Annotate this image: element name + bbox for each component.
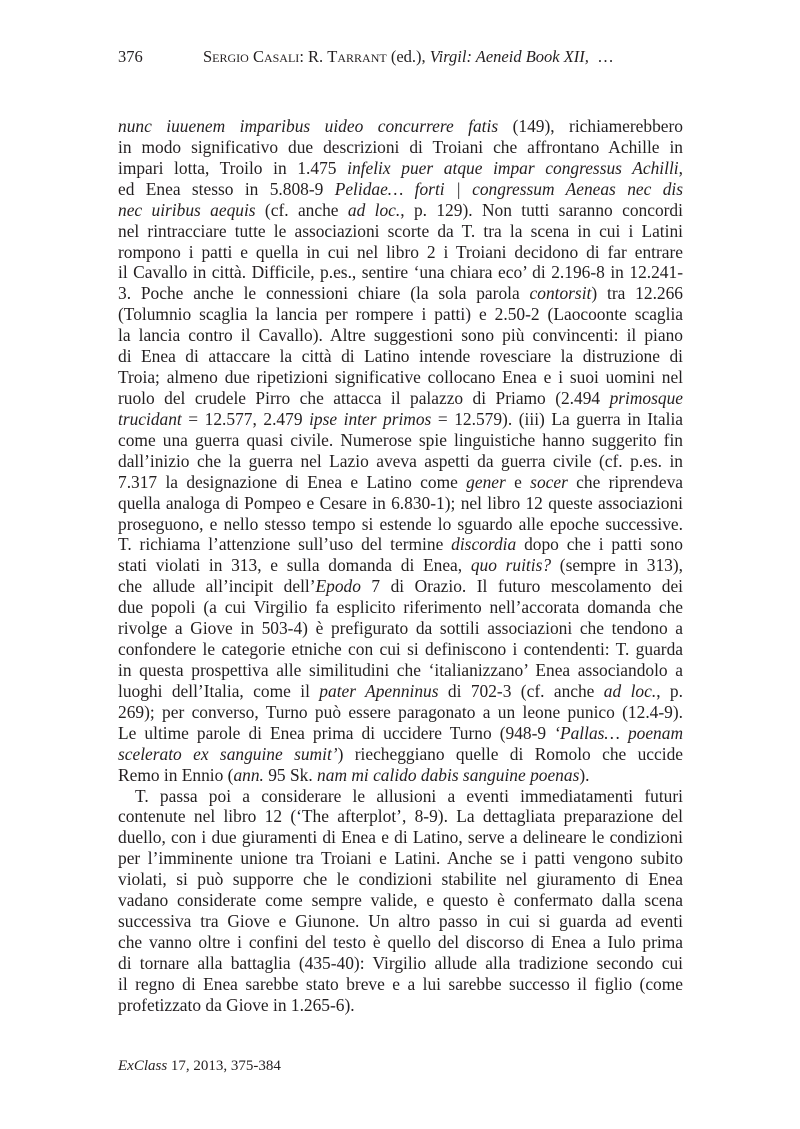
text-run: la lancia contro il Cavallo). Altre suggestioni sono più convincenti: il piano — [118, 325, 683, 346]
text-run: T. passa poi a considerare le allusioni a eventi immediatamenti futuri — [135, 785, 683, 806]
journal-name: ExClass — [118, 1058, 168, 1074]
text-run: in modo significativo due descrizioni di Troiani che affrontano Achille in — [118, 136, 683, 157]
text-run: (149), richiamerebbero — [498, 116, 683, 136]
italic-text: pater Apenninus — [319, 680, 439, 701]
text-run: e — [505, 471, 531, 492]
text-run: vadano considerate come sempre valide, e questo è confermato dalla scena — [118, 890, 683, 911]
text-line — [118, 786, 683, 807]
text-run: ) riecheggiano quelle di Romolo che uccide — [337, 743, 683, 764]
header-ed: (ed.), — [386, 47, 430, 66]
text-line — [118, 158, 683, 179]
text-line — [118, 534, 683, 555]
text-run: stati violati in 313, e sulla domanda di Enea, — [118, 555, 471, 576]
text-run: che riprendeva — [567, 471, 683, 492]
text-line — [118, 848, 683, 869]
text-line — [118, 514, 683, 535]
text-run: dall’inizio che la guerra nel Lazio aveva aspetti da guerra civile (cf. p.es. in — [118, 450, 683, 471]
text-run: Troia; almeno due ripetizioni significative collocano Enea e i suoi uomini nel — [118, 367, 683, 388]
text-line — [118, 702, 683, 723]
text-run: due popoli (a cui Virgilio fa esplicito riferimento nell’accorata domanda che — [118, 597, 683, 618]
italic-text: gener — [466, 471, 506, 492]
text-run: nel rintracciare tutte le associazioni scorte da T. tra la scena in cui i Latini — [118, 220, 683, 241]
text-line — [118, 283, 683, 304]
text-line — [118, 430, 683, 451]
text-run: 269); per converso, Turno può essere paragonato a un leone punico (12.4-9). — [118, 701, 683, 722]
text-line — [118, 723, 683, 744]
italic-text: Epodo — [315, 576, 361, 597]
header-ellipsis: … — [588, 47, 614, 66]
text-run: rivolge a Giove in 503-4) è prefigurato da sottili associazioni che tendono a — [118, 618, 683, 639]
italic-text: infelix puer atque impar congressus Achilli — [347, 157, 679, 178]
editor-name: Tarrant — [327, 47, 387, 66]
text-run: che vanno oltre i confini del testo è quello del discorso di Enea a Iulo prima — [118, 931, 683, 952]
text-run: 7.317 la designazione di Enea e Latino come — [118, 471, 467, 492]
text-run: = 12.577, 2.479 — [181, 408, 310, 429]
text-run: contenute nel libro 12 (‘The afterplot’, 8-9). La dettagliata preparazione del — [118, 806, 683, 827]
text-line — [118, 974, 683, 995]
text-line — [118, 388, 683, 409]
text-run: (cf. anche — [255, 199, 348, 220]
text-run: ). — [579, 764, 590, 785]
text-line — [118, 995, 683, 1016]
text-line — [118, 409, 683, 430]
text-line — [118, 493, 683, 514]
text-line — [118, 137, 683, 158]
text-run: ruolo del crudele Pirro che attacca il palazzo di Priamo (2.494 — [118, 387, 610, 408]
text-line — [118, 618, 683, 639]
text-line — [118, 179, 683, 200]
text-line — [118, 555, 683, 576]
text-line — [118, 576, 683, 597]
italic-text: ‘Pallas… poenam — [554, 722, 684, 743]
text-run: ) tra 12.266 — [591, 283, 683, 304]
footer-citation — [118, 1058, 281, 1075]
text-line — [118, 681, 683, 702]
text-run: rompono i patti e quella in cui nel libro 2 i Troiani decidono di far entrare — [118, 241, 683, 262]
italic-text: Pelidae… forti | congressum Aeneas nec dis — [334, 178, 683, 199]
text-run: confondere le categorie etniche con cui si definiscono i contendenti: T. guarda — [118, 639, 683, 660]
text-run: in questa prospettiva alle similitudini che ‘italianizzano’ Enea associandolo a — [118, 659, 683, 680]
text-run: 95 Sk. — [263, 764, 318, 785]
text-run: dopo che i patti sono — [516, 534, 683, 555]
italic-text: primosque — [609, 387, 683, 408]
journal-citation: 17, 2013, 375-384 — [167, 1058, 281, 1074]
text-run: T. richiama l’attenzione sull’uso del termine — [118, 534, 452, 555]
book-title: Virgil: Aeneid Book XII, — [429, 47, 589, 66]
text-line — [118, 367, 683, 388]
page-number: 376 — [118, 47, 143, 66]
text-line — [118, 827, 683, 848]
text-run: ed Enea stesso in 5.808-9 — [118, 178, 335, 199]
text-line — [118, 890, 683, 911]
text-run: violati, si può supporre che le condizioni stabilite nel giuramento di Enea — [118, 869, 683, 890]
italic-text: nunc iuuenem imparibus uideo concurrere fatis — [118, 116, 499, 136]
text-run: il regno di Enea sarebbe stato breve e a lui sarebbe successo il figlio (come — [118, 973, 683, 994]
text-line — [118, 597, 683, 618]
italic-text: socer — [530, 471, 568, 492]
text-run: come una guerra quasi civile. Numerose spie linguistiche hanno suggerito fin — [118, 429, 683, 450]
text-line — [118, 911, 683, 932]
italic-text: scelerato ex sanguine sumit’ — [118, 743, 338, 764]
italic-text: ann. — [233, 764, 264, 785]
text-line — [118, 262, 683, 283]
text-line — [118, 221, 683, 242]
text-line — [118, 932, 683, 953]
text-line — [118, 765, 683, 786]
text-run: quella analoga di Pompeo e Cesare in 6.830-1); nel libro 12 queste associazioni — [118, 492, 683, 513]
text-line — [118, 639, 683, 660]
italic-text: contorsit — [529, 283, 592, 304]
text-run: (sempre in 313), — [551, 555, 683, 576]
text-run: che allude all’incipit dell’ — [118, 576, 316, 597]
text-run: per l’imminente unione tra Troiani e Latini. Anche se i patti vengono subito — [118, 848, 683, 869]
italic-text: trucidant — [118, 408, 182, 429]
text-run: proseguono, e nello stesso tempo si estende lo sguardo alle epoche successive. — [118, 513, 683, 534]
text-run: il Cavallo in città. Difficile, p.es., sentire ‘una chiara eco’ di 2.196-8 in 12.241- — [118, 262, 683, 283]
text-run: profetizzato da Giove in 1.265-6). — [118, 994, 355, 1015]
italic-text: ipse inter primos — [309, 408, 432, 429]
body-text — [118, 116, 683, 1016]
text-run: , p. 129). Non tutti saranno concordi — [400, 199, 683, 220]
text-run: Le ultime parole di Enea prima di uccidere Turno (948-9 — [118, 722, 555, 743]
text-line — [118, 200, 683, 221]
running-title — [203, 47, 614, 67]
text-run: Remo in Ennio ( — [118, 764, 234, 785]
text-run: = 12.579). (iii) La guerra in Italia — [431, 408, 683, 429]
text-run: di Enea di attaccare la città di Latino intende rovesciare la distruzione di — [118, 346, 683, 367]
italic-text: nec uiribus aequis — [118, 199, 256, 220]
italic-text: ad loc. — [603, 680, 657, 701]
text-run: duello, con i due giuramenti di Enea e di Latino, serve a delineare le condizioni — [118, 827, 683, 848]
text-line — [118, 242, 683, 263]
text-run: , — [678, 157, 683, 178]
text-line — [118, 472, 683, 493]
italic-text: discordia — [451, 534, 517, 555]
text-line — [118, 325, 683, 346]
text-run: di 702-3 (cf. anche — [438, 680, 604, 701]
italic-text: nam mi calido dabis sanguine poenas — [317, 764, 580, 785]
text-line — [118, 451, 683, 472]
text-line — [118, 806, 683, 827]
text-run: di tornare alla battaglia (435-40): Virgilio allude alla tradizione secondo cui — [118, 952, 683, 973]
text-run: impari lotta, Troilo in 1.475 — [118, 157, 348, 178]
text-line — [118, 744, 683, 765]
text-run: 7 di Orazio. Il futuro mescolamento dei — [360, 576, 683, 597]
text-line — [118, 346, 683, 367]
text-run: (Tolumnio scaglia la lancia per rompere i patti) e 2.50-2 (Laocoonte scaglia — [118, 304, 683, 325]
text-line — [118, 869, 683, 890]
italic-text: ad loc. — [347, 199, 401, 220]
text-line — [118, 953, 683, 974]
text-run: 3. Poche anche le connessioni chiare (la sola parola — [118, 283, 530, 304]
text-line — [118, 116, 683, 137]
text-line — [118, 304, 683, 325]
text-run: luoghi dell’Italia, come il — [118, 680, 320, 701]
text-run: successiva tra Giove e Giunone. Un altro passo in cui si guarda ad eventi — [118, 911, 683, 932]
header-sep: : R. — [299, 47, 328, 66]
italic-text: quo ruitis? — [470, 555, 552, 576]
text-line — [118, 660, 683, 681]
text-run: , p. — [656, 680, 683, 701]
author-name: Sergio Casali — [203, 47, 300, 66]
